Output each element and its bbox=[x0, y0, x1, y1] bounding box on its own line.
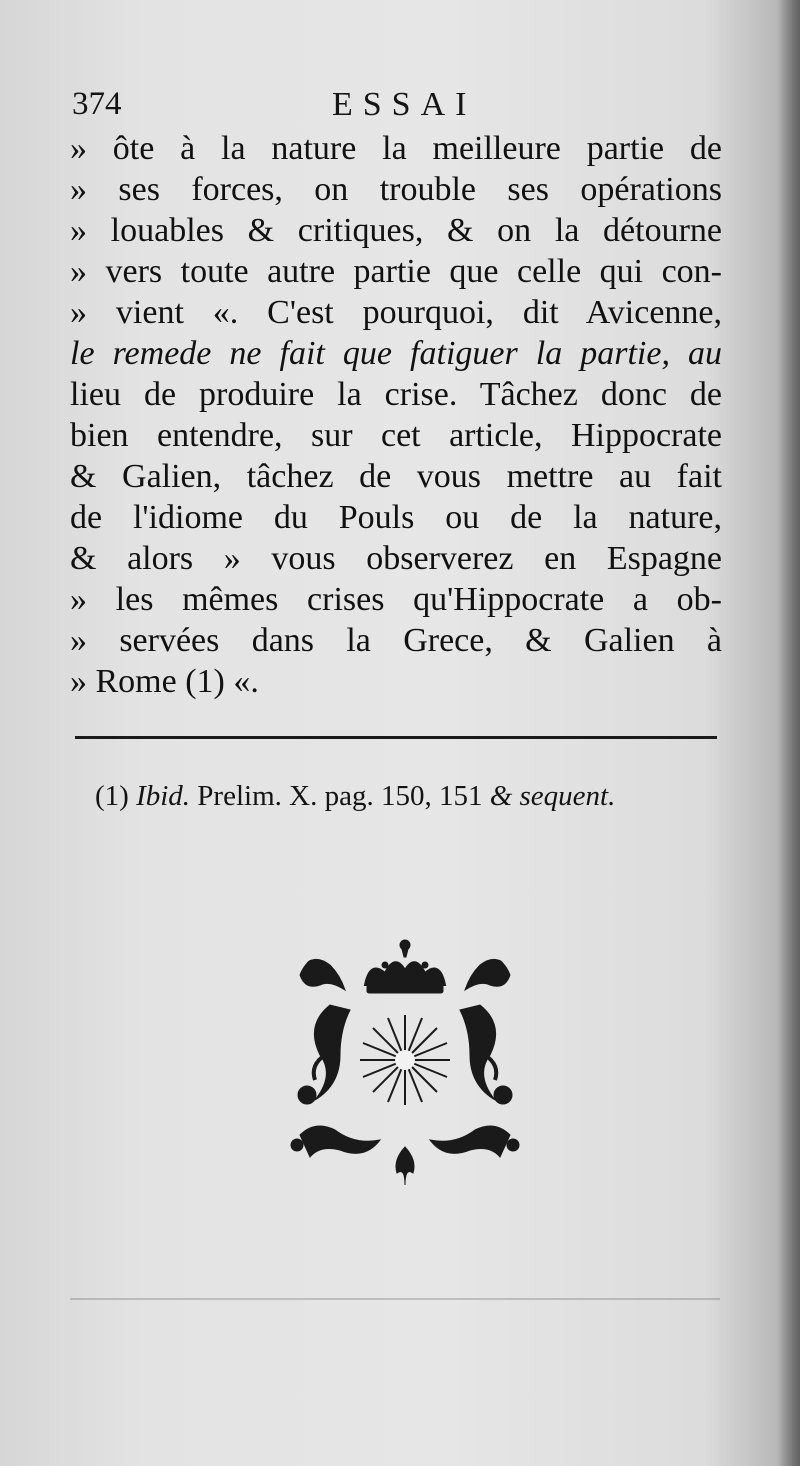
text-line: » Rome (1) «. bbox=[70, 663, 259, 700]
crowned-sunburst-fleuron-icon bbox=[285, 935, 525, 1185]
footnote-rule bbox=[75, 736, 717, 739]
text-line: » servées dans la Grece, & Galien à bbox=[70, 622, 722, 659]
show-through-rule bbox=[70, 1298, 720, 1300]
running-title: ESSAI bbox=[332, 86, 477, 123]
footnote bbox=[95, 780, 720, 813]
text-line: » les mêmes crises qu'Hippocrate a ob- bbox=[70, 581, 722, 618]
footnote-source: Ibid. bbox=[136, 780, 191, 812]
text-line: le remede ne fait que fatiguer la partie, au bbox=[70, 335, 722, 372]
text-line: » louables & critiques, & on la détourne bbox=[70, 212, 722, 249]
footnote-text: Prelim. X. pag. 150, 151 bbox=[197, 780, 483, 812]
text-line: » vers toute autre partie que celle qui con- bbox=[70, 253, 722, 290]
text-line: & Galien, tâchez de vous mettre au fait bbox=[70, 458, 722, 495]
body-text bbox=[70, 128, 722, 702]
text-line: » ôte à la nature la meilleure partie de bbox=[70, 130, 722, 167]
page-gutter-shadow bbox=[778, 0, 800, 1466]
text-line: de l'idiome du Pouls ou de la nature, bbox=[70, 499, 722, 536]
text-line: » vient «. C'est pourquoi, dit Avicenne, bbox=[70, 294, 722, 331]
text-line: bien entendre, sur cet article, Hippocrate bbox=[70, 417, 722, 454]
footnote-suffix: & sequent. bbox=[489, 780, 616, 812]
page-number: 374 bbox=[72, 86, 122, 122]
text-line: & alors » vous observerez en Espagne bbox=[70, 540, 722, 577]
page-header bbox=[72, 86, 722, 130]
text-line: lieu de produire la crise. Tâchez donc de bbox=[70, 376, 722, 413]
footnote-marker: (1) bbox=[95, 780, 129, 812]
text-line: » ses forces, on trouble ses opérations bbox=[70, 171, 722, 208]
